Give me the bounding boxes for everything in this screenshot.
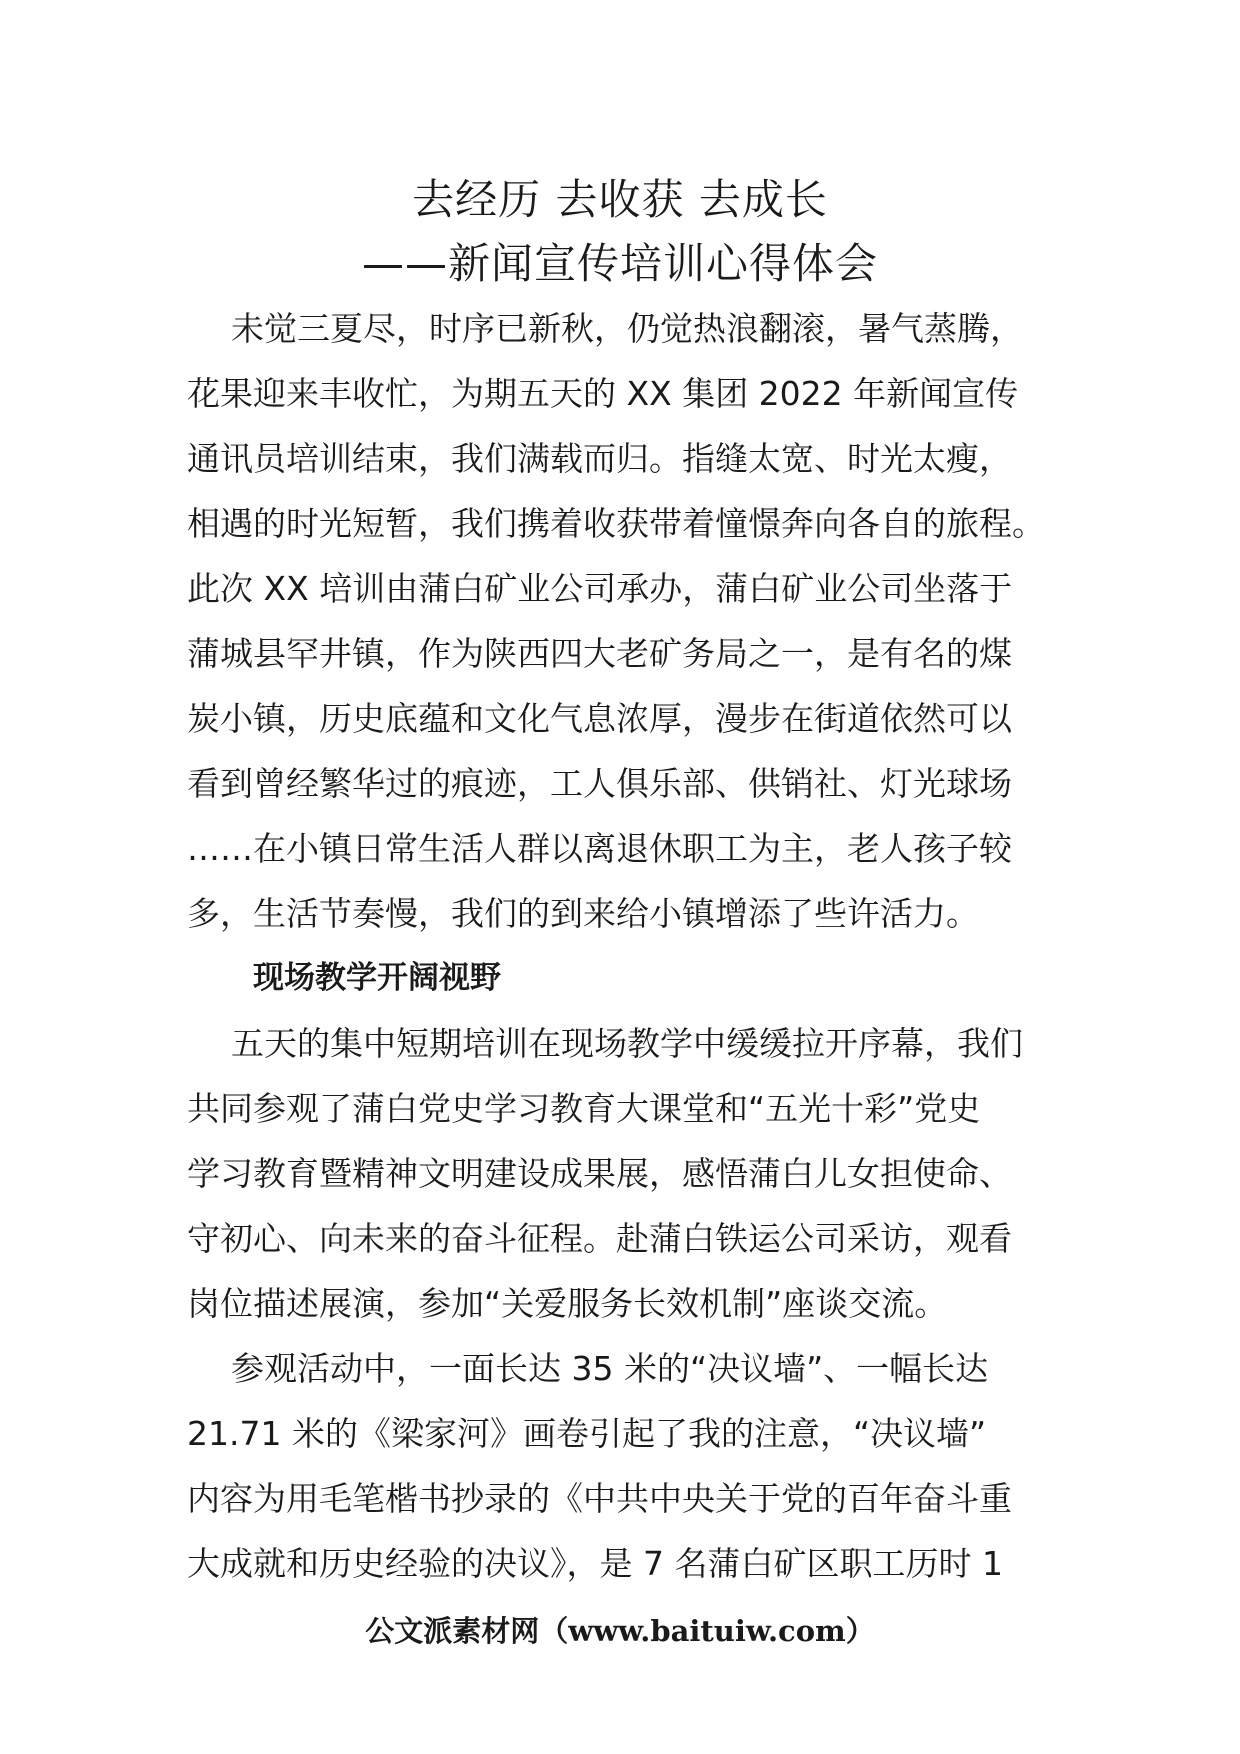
- text-line: 通讯员培训结束，我们满载而归。指缝太宽、时光太瘦，: [187, 439, 1012, 478]
- text-line: 此次 XX 培训由蒲白矿业公司承办，蒲白矿业公司坐落于: [187, 569, 1013, 608]
- text-line: 内容为用毛笔楷书抄录的《中共中央关于党的百年奋斗重: [187, 1479, 1012, 1518]
- text-line: ……在小镇日常生活人群以离退休职工为主，老人孩子较: [187, 829, 1012, 868]
- text-line: 看到曾经繁华过的痕迹，工人俱乐部、供销社、灯光球场: [187, 764, 1012, 803]
- text-line: 共同参观了蒲白党史学习教育大课堂和“五光十彩”党史: [187, 1089, 981, 1128]
- paragraph-site-teaching: [187, 1011, 1053, 1336]
- text-line: 五天的集中短期培训在现场教学中缓缓拉开序幕，我们: [231, 1024, 1023, 1063]
- document-title: 去经历 去收获 去成长: [412, 175, 828, 224]
- text-line: 大成就和历史经验的决议》，是 7 名蒲白矿区职工历时 1: [187, 1544, 1003, 1583]
- text-line: 岗位描述展演，参加“关爱服务长效机制”座谈交流。: [187, 1284, 948, 1323]
- section-heading: 现场教学开阔视野: [253, 960, 501, 996]
- paragraph-intro: [187, 296, 1053, 946]
- footer-watermark: 公文派素材网（www.baituiw.com）: [365, 1614, 875, 1648]
- text-line: 花果迎来丰收忙，为期五天的 XX 集团 2022 年新闻宣传: [187, 374, 1019, 413]
- text-line: 蒲城县罕井镇，作为陕西四大老矿务局之一，是有名的煤: [187, 634, 1012, 673]
- document-subtitle: ——新闻宣传培训心得体会: [361, 239, 878, 288]
- text-line: 守初心、向未来的奋斗征程。赴蒲白铁运公司采访，观看: [187, 1219, 1012, 1258]
- text-line: 未觉三夏尽，时序已新秋，仍觉热浪翻滚，暑气蒸腾，: [231, 309, 1023, 348]
- text-line: 参观活动中，一面长达 35 米的“决议墙”、一幅长达: [231, 1349, 989, 1388]
- text-line: 21.71 米的《梁家河》画卷引起了我的注意，“决议墙”: [187, 1414, 987, 1453]
- document-body: [187, 296, 1053, 1596]
- paragraph-visit: [187, 1336, 1053, 1596]
- text-line: 炭小镇，历史底蕴和文化气息浓厚，漫步在街道依然可以: [187, 699, 1012, 738]
- text-line: 多，生活节奏慢，我们的到来给小镇增添了些许活力。: [187, 894, 979, 933]
- text-line: 学习教育暨精神文明建设成果展，感悟蒲白儿女担使命、: [187, 1154, 1012, 1193]
- text-line: 相遇的时光短暂，我们携着收获带着憧憬奔向各自的旅程。: [187, 504, 1045, 543]
